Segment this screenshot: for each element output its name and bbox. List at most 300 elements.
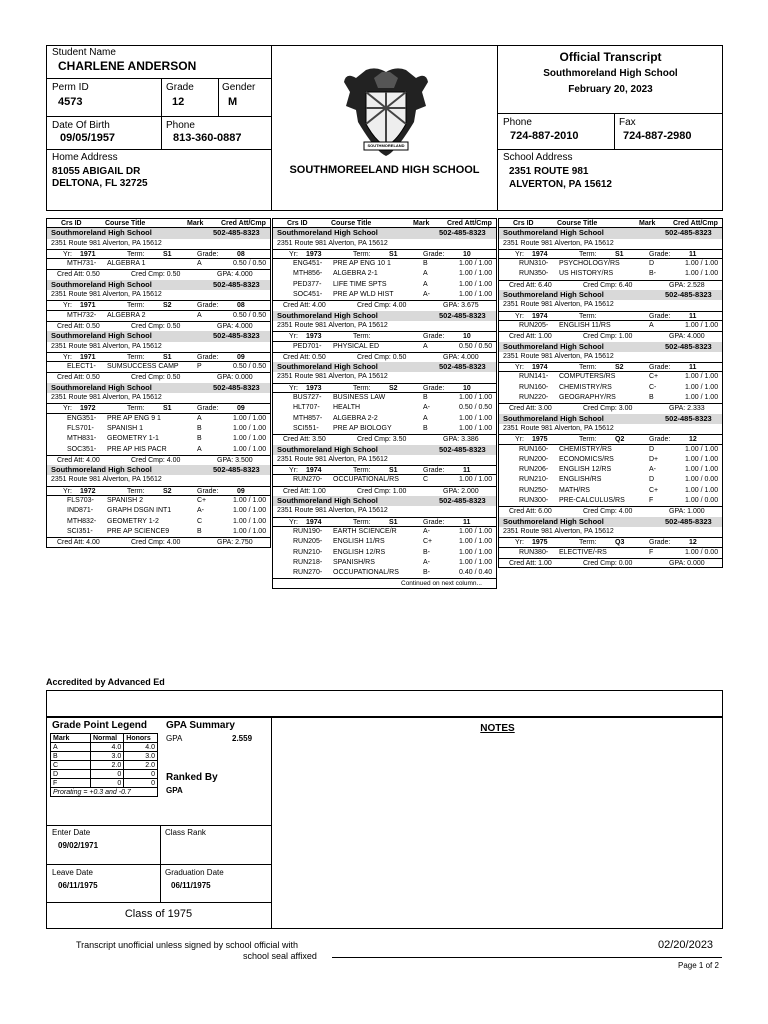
course-mark: B- [423, 569, 430, 577]
legend-mark: F [51, 779, 91, 788]
course-cred: 1.00 / 1.00 [459, 548, 493, 556]
school-address-row [499, 300, 722, 310]
school-row-name: Southmoreland High School [51, 228, 152, 238]
course-title: ENGLISH/RS [559, 476, 602, 484]
course-cred: 1.00 / 1.00 [685, 466, 719, 474]
enter-date: 09/02/1971 [58, 841, 99, 850]
course-row [273, 424, 496, 434]
credit-summary-row [499, 403, 722, 413]
term-yr: 1975 [532, 436, 548, 444]
term-row [47, 352, 270, 362]
legend-honors: 2.0 [124, 761, 158, 770]
student-name: CHARLENE ANDERSON [58, 59, 197, 73]
term-yr-label: Yr: [515, 539, 524, 547]
course-title: PRE AP BIOLOGY [333, 424, 392, 432]
course-id: MTH832- [67, 517, 97, 525]
legend-mark: C [51, 761, 91, 770]
school-row [499, 228, 722, 238]
column-header [47, 218, 270, 228]
school-row-name: Southmoreland High School [503, 516, 604, 526]
school-address-row [499, 527, 722, 537]
course-row [47, 506, 270, 516]
course-title: ENGLISH 11/RS [559, 321, 611, 329]
perm-id: 4573 [58, 96, 83, 108]
course-id: RUN190- [293, 527, 323, 535]
header-course-title: Course Title [557, 220, 598, 227]
course-row [499, 259, 722, 269]
cred-cmp: Cred Cmp: 0.50 [357, 353, 407, 361]
header-course-title: Course Title [331, 220, 372, 227]
course-mark: B [649, 394, 654, 402]
term-yr: 1974 [306, 518, 322, 526]
course-row [499, 496, 722, 506]
course-mark: P [197, 363, 202, 371]
course-title: PRE-CALCULUS/RS [559, 497, 625, 505]
gpa-value: 2.559 [232, 734, 253, 743]
course-title: ELECTIVE/-RS [559, 548, 607, 556]
perm-id-label: Perm ID [52, 82, 89, 93]
school-row-phone: 502-485-8323 [213, 331, 260, 341]
school-row-name: Southmoreland High School [51, 279, 152, 289]
course-mark: F [649, 548, 654, 556]
course-row [273, 548, 496, 558]
term-term: Q2 [615, 436, 625, 444]
school-row [499, 414, 722, 424]
school-address-row [273, 372, 496, 382]
credit-summary-row [273, 352, 496, 362]
cred-att: Cred Att: 0.50 [283, 353, 326, 361]
term-row [273, 383, 496, 393]
course-title: LIFE TIME SPTS [333, 280, 387, 288]
course-mark: C+ [197, 497, 207, 505]
term-row [499, 362, 722, 372]
term-yr-label: Yr: [63, 250, 72, 258]
credit-summary-row [273, 486, 496, 496]
term-yr: 1971 [80, 302, 96, 310]
term-yr: 1974 [532, 364, 548, 372]
course-mark: C [423, 476, 429, 484]
course-title: OCCUPATIONAL/RS [333, 569, 399, 577]
school-row [273, 445, 496, 455]
course-mark: B [423, 394, 428, 402]
school-address-row [47, 393, 270, 403]
course-cred: 0.40 / 0.40 [459, 569, 493, 577]
cred-cmp: Cred Cmp: 0.50 [131, 322, 181, 330]
school-phone-label: Phone [503, 117, 532, 128]
term-term-label: Term: [579, 539, 597, 547]
course-mark: A- [423, 527, 430, 535]
legend-prorating: Prorating = +0.3 and -0.7 [51, 788, 158, 797]
school-row-name: Southmoreland High School [503, 228, 604, 238]
term-gpa: GPA: 1.000 [669, 508, 705, 516]
course-cred: 1.00 / 1.00 [459, 280, 493, 288]
school-row-phone: 502-485-8323 [665, 290, 712, 300]
term-gpa: GPA: 4.000 [443, 353, 479, 361]
course-mark: C+ [423, 538, 433, 546]
term-yr: 1972 [80, 487, 96, 495]
legend-mark: A [51, 743, 91, 752]
school-row-address: 2351 Route 981 Alverton, PA 15612 [51, 476, 162, 484]
course-cred: 1.00 / 1.00 [459, 538, 493, 546]
course-row [47, 311, 270, 321]
term-row [47, 486, 270, 496]
term-term: S1 [615, 250, 624, 258]
school-address-line2: ALVERTON, PA 15612 [509, 179, 612, 190]
course-cred: 1.00 / 1.00 [685, 486, 719, 494]
term-grade: 09 [237, 405, 245, 413]
notes-title: NOTES [480, 723, 515, 734]
school-name-center: SOUTHMOREELAND HIGH SCHOOL [289, 164, 480, 176]
term-term-label: Term: [353, 384, 371, 392]
grade-label: Grade [166, 82, 194, 93]
accredited-text: Accredited by Advanced Ed [46, 677, 165, 687]
course-title: ENGLISH 12/RS [559, 466, 612, 474]
course-id: ENG451- [293, 260, 323, 268]
term-row [273, 331, 496, 341]
term-grade-label: Grade: [649, 250, 671, 258]
term-term-label: Term: [353, 250, 371, 258]
course-cred: 0.50 / 0.50 [233, 260, 267, 268]
school-fax-label: Fax [619, 117, 636, 128]
course-cred: 1.00 / 0.00 [685, 548, 719, 556]
course-row [499, 383, 722, 393]
term-grade-label: Grade: [649, 539, 671, 547]
term-yr: 1971 [80, 250, 96, 258]
course-cred: 1.00 / 0.00 [685, 476, 719, 484]
course-row [499, 486, 722, 496]
course-mark: A [197, 311, 202, 319]
term-term-label: Term: [127, 487, 145, 495]
course-mark: A [197, 260, 202, 268]
course-id: MTH831- [67, 435, 97, 443]
header-cred: Cred Att/Cmp [447, 220, 492, 227]
course-id: SOC351- [67, 445, 97, 453]
course-title: GEOMETRY 1-2 [107, 517, 159, 525]
school-row-address: 2351 Route 981 Alverton, PA 15612 [503, 527, 614, 535]
course-id: MTH732- [67, 311, 97, 319]
course-mark: B- [649, 270, 656, 278]
course-cred: 0.50 / 0.50 [233, 363, 267, 371]
footer-date: 02/20/2023 [658, 939, 714, 951]
cred-cmp: Cred Cmp: 0.50 [131, 374, 181, 382]
term-grade-label: Grade: [423, 333, 445, 341]
course-id: BUS727- [293, 394, 322, 402]
school-row-name: Southmoreland High School [277, 444, 378, 454]
school-row [47, 280, 270, 290]
course-id: SCI351- [67, 527, 93, 535]
course-row [273, 259, 496, 269]
header-crs-id: Crs ID [287, 220, 308, 227]
student-name-label: Student Name [52, 47, 116, 58]
legend-normal: 4.0 [91, 743, 124, 752]
school-row-phone: 502-485-8323 [665, 341, 712, 351]
course-id: RUN160- [519, 445, 549, 453]
course-cred: 1.00 / 1.00 [459, 291, 493, 299]
gpa-label: GPA [166, 734, 183, 743]
school-row [47, 383, 270, 393]
term-yr-label: Yr: [289, 333, 298, 341]
credit-summary-row [47, 269, 270, 279]
credit-summary-row [499, 280, 722, 290]
course-row [273, 342, 496, 352]
course-mark: A- [197, 507, 204, 515]
term-yr: 1973 [306, 333, 322, 341]
course-id: SCI551- [293, 424, 319, 432]
phone-value: 813-360-0887 [173, 132, 242, 144]
cred-cmp: Cred Cmp: 0.50 [131, 271, 181, 279]
disclaimer-line2: school seal affixed [243, 951, 317, 961]
cred-cmp: Cred Cmp: 3.00 [583, 405, 633, 413]
term-yr-label: Yr: [515, 364, 524, 372]
course-title: ECONOMICS/RS [559, 455, 614, 463]
course-mark: A [197, 414, 202, 422]
legend-honors: 0 [124, 770, 158, 779]
course-mark: B [197, 527, 202, 535]
header-cred: Cred Att/Cmp [673, 220, 718, 227]
school-address-row [273, 506, 496, 516]
course-mark: A- [649, 466, 656, 474]
term-term: S1 [163, 250, 172, 258]
course-cred: 1.00 / 1.00 [233, 497, 267, 505]
course-title: ENGLISH 12/RS [333, 548, 386, 556]
term-row [499, 537, 722, 547]
term-term: Q3 [615, 539, 625, 547]
course-cred: 1.00 / 0.00 [685, 497, 719, 505]
disclaimer-line1: Transcript unofficial unless signed by school official with [76, 940, 298, 950]
term-yr-label: Yr: [515, 436, 524, 444]
cred-att: Cred Att: 3.00 [509, 405, 552, 413]
course-title: PRE AP WLD HIST [333, 291, 394, 299]
course-mark: C- [649, 383, 657, 391]
course-id: RUN210- [519, 476, 549, 484]
school-address-row [273, 239, 496, 249]
legend-title: Grade Point Legend [52, 720, 148, 731]
course-title: SPANISH/RS [333, 558, 375, 566]
cred-cmp: Cred Cmp: 4.00 [583, 508, 633, 516]
course-id: ELECT1- [67, 363, 96, 371]
school-row-name: Southmoreland High School [277, 362, 378, 372]
term-yr: 1972 [80, 405, 96, 413]
cred-cmp: Cred Cmp: 3.50 [357, 436, 407, 444]
header-crs-id: Crs ID [61, 220, 82, 227]
course-title: PRE AP ENG 9 1 [107, 414, 161, 422]
cred-att: Cred Att: 1.00 [509, 559, 552, 567]
course-id: MTH857- [293, 414, 323, 422]
term-grade: 09 [237, 353, 245, 361]
course-title: PRE AP HIS PACR [107, 445, 167, 453]
course-row [273, 568, 496, 578]
term-yr: 1974 [306, 467, 322, 475]
course-row [273, 475, 496, 485]
cred-att: Cred Att: 4.00 [283, 302, 326, 310]
credit-summary-row [47, 537, 270, 547]
course-id: RUN210- [293, 548, 323, 556]
header-mark: Mark [187, 220, 204, 227]
term-grade: 11 [689, 364, 697, 372]
course-id: RUN200- [519, 455, 549, 463]
school-address-row [273, 455, 496, 465]
school-row-name: Southmoreland High School [277, 228, 378, 238]
term-grade-label: Grade: [197, 405, 219, 413]
school-row-phone: 502-485-8323 [213, 228, 260, 238]
course-title: PRE AP ENG 10 1 [333, 260, 391, 268]
course-title: ALGEBRA 2-1 [333, 270, 378, 278]
course-row [273, 269, 496, 279]
course-id: FLS701- [67, 424, 94, 432]
class-rank-label: Class Rank [165, 828, 206, 837]
term-grade: 09 [237, 487, 245, 495]
school-row-address: 2351 Route 981 Alverton, PA 15612 [51, 394, 162, 402]
course-id: RUN350- [519, 270, 549, 278]
school-row-phone: 502-485-8323 [213, 382, 260, 392]
cred-att: Cred Att: 6.40 [509, 281, 552, 289]
course-title: PSYCHOLOGY/RS [559, 260, 620, 268]
school-name-right: Southmoreland High School [543, 68, 678, 79]
school-row [47, 228, 270, 238]
graduation-date-label: Graduation Date [165, 868, 224, 877]
term-yr: 1973 [306, 250, 322, 258]
term-grade-label: Grade: [649, 364, 671, 372]
course-row [47, 414, 270, 424]
course-row [499, 321, 722, 331]
school-address-row [499, 352, 722, 362]
school-address-row [47, 342, 270, 352]
course-title: ALGEBRA 2 [107, 311, 146, 319]
term-yr-label: Yr: [63, 353, 72, 361]
course-title: CHEMISTRY/RS [559, 383, 612, 391]
school-address-line1: 2351 ROUTE 981 [509, 166, 589, 177]
cred-cmp: Cred Cmp: 6.40 [583, 281, 633, 289]
term-term-label: Term: [579, 364, 597, 372]
course-row [47, 434, 270, 444]
legend-normal: 0 [91, 770, 124, 779]
course-id: RUN300- [519, 497, 549, 505]
header-crs-id: Crs ID [513, 220, 534, 227]
cred-cmp: Cred Cmp: 4.00 [131, 539, 181, 547]
course-mark: D [649, 476, 655, 484]
course-id: RUN141- [519, 373, 549, 381]
term-gpa: GPA: 4.000 [217, 271, 253, 279]
course-cred: 1.00 / 1.00 [233, 517, 267, 525]
term-yr: 1971 [80, 353, 96, 361]
school-row-phone: 502-485-8323 [213, 465, 260, 475]
school-address-label: School Address [503, 152, 573, 163]
term-term-label: Term: [127, 302, 145, 310]
course-cred: 1.00 / 1.00 [685, 270, 719, 278]
course-mark: B [423, 424, 428, 432]
term-term-label: Term: [127, 405, 145, 413]
course-id: IND871- [67, 507, 94, 515]
term-gpa: GPA: 0.000 [669, 559, 705, 567]
course-cred: 1.00 / 1.00 [459, 414, 493, 422]
term-row [273, 465, 496, 475]
term-gpa: GPA: 2.000 [443, 487, 479, 495]
term-term-label: Term: [579, 250, 597, 258]
course-id: RUN220- [519, 394, 549, 402]
term-yr-label: Yr: [515, 250, 524, 258]
course-cred: 0.50 / 0.50 [233, 311, 267, 319]
gender-value: M [228, 96, 238, 108]
credit-summary-row [273, 300, 496, 310]
grade-value: 12 [172, 96, 185, 108]
school-row-address: 2351 Route 981 Alverton, PA 15612 [51, 342, 162, 350]
course-cred: 1.00 / 1.00 [459, 558, 493, 566]
course-cred: 1.00 / 1.00 [685, 383, 719, 391]
cred-att: Cred Att: 1.00 [509, 333, 552, 341]
course-mark: A- [423, 291, 430, 299]
grade-legend-table [50, 733, 158, 797]
legend-h-honors: Honors [124, 734, 158, 743]
school-row-address: 2351 Route 981 Alverton, PA 15612 [51, 291, 162, 299]
course-row [499, 393, 722, 403]
term-gpa: GPA: 2.750 [217, 539, 253, 547]
term-grade-label: Grade: [423, 518, 445, 526]
course-row [499, 548, 722, 558]
leave-date: 06/11/1975 [58, 881, 98, 890]
course-id: RUN206- [519, 466, 549, 474]
course-mark: C [197, 517, 203, 525]
course-title: ALGEBRA 2-2 [333, 414, 378, 422]
header-course-title: Course Title [105, 220, 146, 227]
term-term: S2 [163, 487, 172, 495]
term-row [47, 249, 270, 259]
cred-att: Cred Att: 1.00 [283, 487, 326, 495]
course-row [47, 527, 270, 537]
term-grade: 11 [689, 250, 697, 258]
term-term-label: Term: [353, 518, 371, 526]
term-term: S2 [615, 364, 624, 372]
term-grade-label: Grade: [197, 487, 219, 495]
term-grade: 10 [463, 333, 471, 341]
course-title: GEOGRAPHY/RS [559, 394, 616, 402]
course-id: RUN160- [519, 383, 549, 391]
course-id: PED701- [293, 342, 322, 350]
enter-date-label: Enter Date [52, 828, 91, 837]
credit-summary-row [47, 372, 270, 382]
term-term-label: Term: [353, 333, 371, 341]
dob-value: 09/05/1957 [60, 132, 116, 144]
term-row [499, 434, 722, 444]
legend-mark: B [51, 752, 91, 761]
school-row-name: Southmoreland High School [503, 413, 604, 423]
term-term-label: Term: [353, 467, 371, 475]
course-cred: 0.50 / 0.50 [459, 342, 493, 350]
term-yr-label: Yr: [63, 405, 72, 413]
course-row [273, 403, 496, 413]
transcript-date: February 20, 2023 [568, 84, 653, 95]
school-address-row [499, 424, 722, 434]
course-title: ALGEBRA 1 [107, 260, 146, 268]
course-id: RUN205- [293, 538, 323, 546]
course-cred: 1.00 / 1.00 [685, 445, 719, 453]
term-term: S1 [389, 467, 398, 475]
term-yr: 1974 [532, 250, 548, 258]
cred-cmp: Cred Cmp: 0.00 [583, 559, 633, 567]
legend-mark: D [51, 770, 91, 779]
school-row-name: Southmoreland High School [51, 331, 152, 341]
school-row-phone: 502-485-8323 [439, 310, 486, 320]
school-row [499, 342, 722, 352]
course-cred: 1.00 / 1.00 [233, 414, 267, 422]
course-id: RUN270- [293, 569, 323, 577]
credit-summary-row [499, 331, 722, 341]
term-gpa: GPA: 2.333 [669, 405, 705, 413]
term-grade: 08 [237, 302, 245, 310]
school-phone: 724-887-2010 [510, 130, 579, 142]
course-row [273, 280, 496, 290]
term-term-label: Term: [127, 353, 145, 361]
ranked-by-value: GPA [166, 786, 183, 795]
